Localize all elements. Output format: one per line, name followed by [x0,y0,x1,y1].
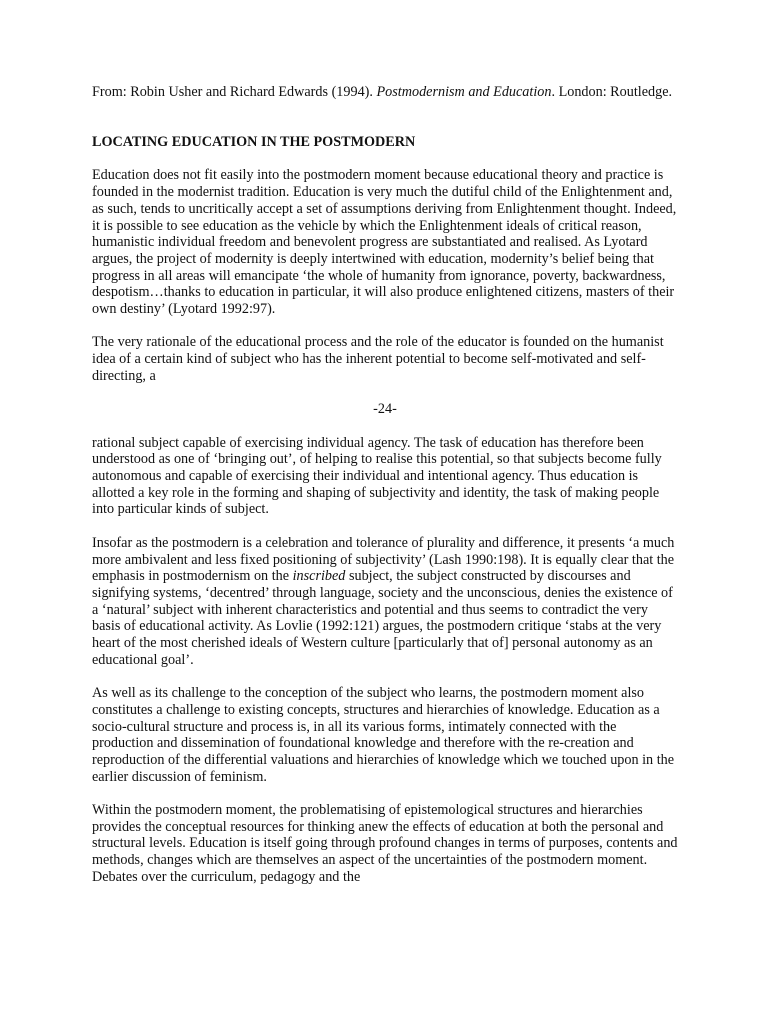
paragraph-6: Within the postmodern moment, the problematising of epistemological structures and hierarchies provides the conceptual resources for thinking anew the effects of education at both the personal and structural levels. Education is itself going through profound changes in terms of purposes, contents and methods, changes which are themselves an aspect of the uncertainties of the postmodern moment. Debates over the curriculum, pedagogy and the [92,802,678,885]
section-heading: LOCATING EDUCATION IN THE POSTMODERN [92,133,416,150]
paragraph-4-part-a: Insofar as the postmodern is a celebration and tolerance of plurality and difference, it presents ‘a much more ambivalent and less fixed positioning of subjectivity’ (Lash 1990:198). It is equally clear that the emphasis in postmodernism on the [92,534,675,585]
page-number: -24- [373,401,397,418]
paragraph-4-emphasis: inscribed [292,568,346,585]
paragraph-4 [92,535,678,669]
paragraph-3: rational subject capable of exercising individual agency. The task of education has therefore been understood as one of ‘bringing out’, of helping to realise this potential, so that subjects become fully autonomous and capable of exercising their individual and intentional agency. Thus education is allotted a key role in the forming and shaping of subjectivity and identity, the task of making people into particular kinds of subject. [92,434,662,518]
paragraph-1: Education does not fit easily into the postmodern moment because educational theory and practice is founded in the modernist tradition. Education is very much the dutiful child of the Enlightenment and, as such, tends to uncritically accept a set of assumptions deriving from Enlightenment thought. Indeed, it is possible to see education as the vehicle by which the Enlightenment ideals of critical reason, humanistic individual freedom and benevolent progress are substantiated and realised. As Lyotard argues, the project of modernity is deeply intertwined with education, modernity’s belief being that progress in all areas will emancipate ‘the whole of humanity from ignorance, poverty, backwardness, despotism…thanks to education in particular, it will also produce enlightened citizens, masters of their own destiny’ (Lyotard 1992:97). [92,167,677,318]
paragraph-5: As well as its challenge to the conception of the subject who learns, the postmodern moment also constitutes a challenge to existing concepts, structures and hierarchies of knowledge. Education as a socio-cultural structure and process is, in all its various forms, intimately connected with the production and dissemination of foundational knowledge and therefore with the re-creation and reproduction of the differential valuations and hierarchies of knowledge which we touched upon in the earlier discussion of feminism. [92,685,675,785]
paragraph-2: The very rationale of the educational process and the role of the educator is founded on the humanist idea of a certain kind of subject who has the inherent potential to become self-motivated and self-directing, a [92,334,664,384]
source-citation [92,84,678,101]
citation-prefix: From: Robin Usher and Richard Edwards (1994). [92,84,377,100]
document-page [92,84,678,902]
citation-suffix: . London: Routledge. [551,84,673,100]
paragraph-4-part-b: subject, the subject constructed by discourses and signifying systems, ‘decentred’ through language, society and the unconscious, denies the existence of a ‘natural’ subject with inherent characteristics and potential and thus seems to contradict the very basis of educational activity. As Lovlie (1992:121) argues, the postmodern critique ‘stabs at the very heart of the most cherished ideals of Western culture [particularly that of] personal autonomy as an educational goal’. [92,568,673,668]
citation-book-title: Postmodernism and Education [376,84,552,100]
